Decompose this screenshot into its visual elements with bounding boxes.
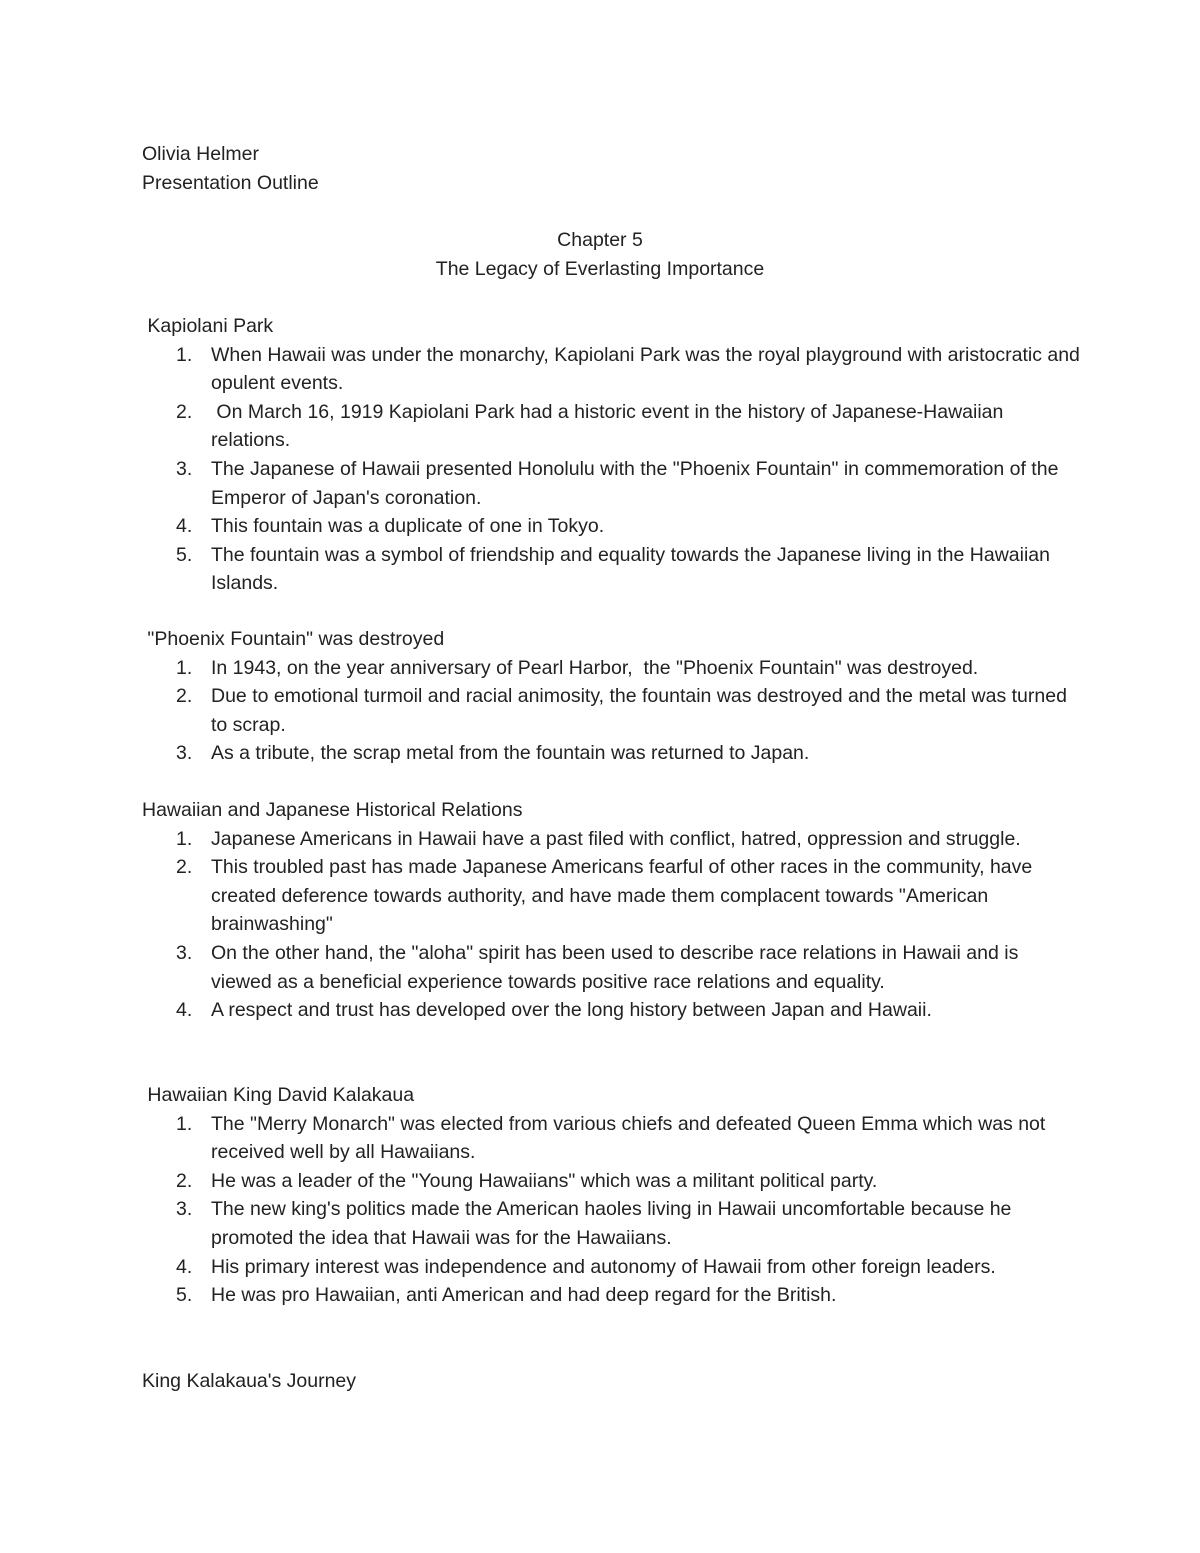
document-type: Presentation Outline	[142, 171, 319, 194]
list-item	[142, 996, 1082, 1025]
section-heading: Kapiolani Park	[142, 315, 274, 337]
section-heading: King Kalakaua's Journey	[142, 1370, 357, 1392]
document-header	[142, 140, 319, 197]
list-item	[142, 1195, 1082, 1252]
title-block	[0, 226, 1200, 283]
list-item	[142, 825, 1082, 854]
list-item	[142, 739, 1082, 768]
item-text: On the other hand, the "aloha" spirit has been used to describe race relations in Hawaii and is viewed as a beneficial experience towards positive race relations and equality.	[211, 941, 1024, 993]
section-heading: Hawaiian and Japanese Historical Relations	[142, 799, 523, 821]
item-text: His primary interest was independence and autonomy of Hawaii from other foreign leaders.	[211, 1255, 996, 1278]
item-text: Due to emotional turmoil and racial animosity, the fountain was destroyed and the metal was turned to scrap.	[211, 685, 1073, 736]
item-number: 3.	[176, 457, 193, 480]
section-kalakaua-journey	[142, 1367, 1082, 1396]
item-number: 3.	[176, 941, 193, 964]
section-king-kalakaua	[142, 1081, 1082, 1310]
list-item	[142, 455, 1082, 512]
list-item	[142, 1253, 1082, 1282]
item-number: 4.	[176, 999, 193, 1022]
item-number: 3.	[176, 742, 193, 765]
item-number: 1.	[176, 656, 193, 679]
item-number: 1.	[176, 343, 193, 366]
chapter-label: Chapter 5	[557, 229, 643, 251]
section-heading: Hawaiian King David Kalakaua	[142, 1084, 415, 1106]
numbered-list	[142, 1110, 1082, 1310]
item-text: The "Merry Monarch" was elected from various chiefs and defeated Queen Emma which was not received well by all Hawaiians.	[211, 1112, 1051, 1164]
list-item	[142, 398, 1082, 455]
item-text: He was a leader of the "Young Hawaiians" which was a militant political party.	[211, 1169, 878, 1192]
item-text: The Japanese of Hawaii presented Honolulu with the "Phoenix Fountain" in commemoration of the Emperor of Japan's coronation.	[211, 457, 1064, 509]
section-historical-relations	[142, 796, 1082, 1025]
item-text: On March 16, 1919 Kapiolani Park had a historic event in the history of Japanese-Hawaiian relations.	[211, 400, 1009, 452]
numbered-list	[142, 341, 1086, 598]
item-text: The fountain was a symbol of friendship and equality towards the Japanese living in the Hawaiian Islands.	[211, 543, 1056, 595]
list-item	[142, 341, 1086, 398]
item-number: 1.	[176, 827, 193, 850]
list-item	[142, 1110, 1082, 1167]
list-item	[142, 512, 1082, 541]
item-text: This troubled past has made Japanese Americans fearful of other races in the community, have created deference towards authority, and have made them complacent towards "American brainwashing"	[211, 856, 1038, 936]
section-kapiolani-park	[142, 312, 1086, 598]
numbered-list	[142, 654, 1082, 768]
item-text: The new king's politics made the American haoles living in Hawaii uncomfortable because he promoted the idea that Hawaii was for the Hawaiians.	[211, 1198, 1017, 1249]
item-number: 1.	[176, 1112, 193, 1135]
item-number: 4.	[176, 1255, 193, 1278]
section-heading: "Phoenix Fountain" was destroyed	[142, 628, 445, 650]
item-text: When Hawaii was under the monarchy, Kapiolani Park was the royal playground with aristocratic and opulent events.	[211, 343, 1086, 395]
item-number: 2.	[176, 1169, 193, 1192]
author-name: Olivia Helmer	[142, 143, 260, 165]
list-item	[142, 541, 1082, 598]
item-number: 2.	[176, 400, 193, 423]
item-number: 2.	[176, 856, 193, 879]
section-phoenix-fountain	[142, 625, 1082, 768]
item-text: As a tribute, the scrap metal from the fountain was returned to Japan.	[211, 742, 810, 765]
item-text: Japanese Americans in Hawaii have a past filed with conflict, hatred, oppression and struggle.	[211, 827, 1021, 850]
list-item	[142, 853, 1082, 939]
item-text: He was pro Hawaiian, anti American and had deep regard for the British.	[211, 1284, 837, 1307]
list-item	[142, 654, 1082, 683]
list-item	[142, 682, 1082, 739]
item-number: 5.	[176, 1284, 193, 1307]
item-text: This fountain was a duplicate of one in Tokyo.	[211, 515, 605, 538]
numbered-list	[142, 825, 1082, 1025]
list-item	[142, 1281, 1082, 1310]
item-number: 5.	[176, 543, 193, 566]
list-item	[142, 1167, 1082, 1196]
item-text: In 1943, on the year anniversary of Pearl Harbor, the "Phoenix Fountain" was destroyed.	[211, 656, 979, 679]
item-number: 2.	[176, 685, 193, 708]
chapter-title: The Legacy of Everlasting Importance	[435, 257, 765, 280]
item-number: 3.	[176, 1198, 193, 1221]
item-number: 4.	[176, 515, 193, 538]
list-item	[142, 939, 1082, 996]
item-text: A respect and trust has developed over the long history between Japan and Hawaii.	[211, 999, 932, 1022]
